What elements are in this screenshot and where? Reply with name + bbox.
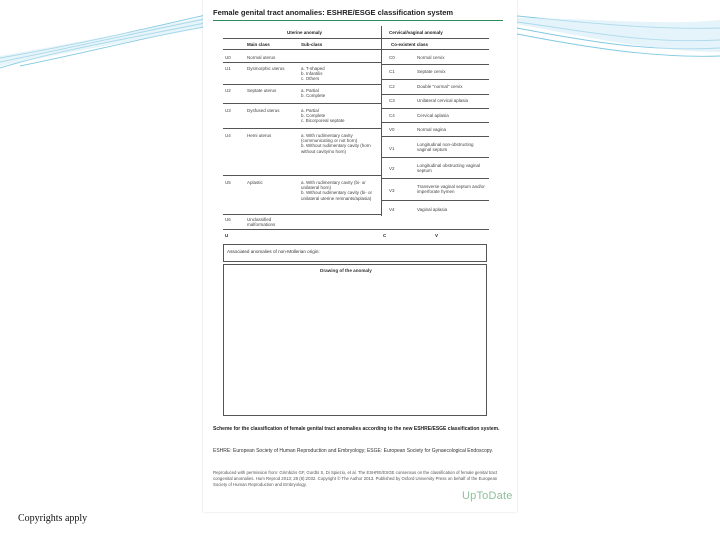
figure-caption: Scheme for the classification of female genital tract anomalies according to the new ESHRE/ESGE classification system. [213,426,500,432]
u4-code: U4 [225,133,231,138]
summary-c: C [383,233,387,238]
coexistent-class-header: Co-existent class [391,42,429,47]
u2-code: U2 [225,88,231,93]
cervical-anomaly-header: Cervical/vaginal anomaly [389,30,443,35]
document-page [203,0,517,512]
drawing-label: Drawing of the anomaly [320,268,372,273]
u4-main: Hemi uterus [247,133,272,138]
u0-code: U0 [225,55,231,60]
column-divider [381,26,382,216]
row-rule [223,62,381,63]
reproduction-credit: Reproduced with permission from: Grimbizis GF, Gordts S, Di Spiezio, et al. The ESHRE/ESGE consensus on the classification of female genital tract congenital anomalies. Hum Reprod 2013; 28 (8):2032. Copyright © The Author 2013. Published by Oxford University Press on behalf of the European Society of Human Reproduction and Embryology. [213,470,498,487]
v2-code: V2 [389,166,395,171]
v3-label: Transverse vaginal septum and/or imperforate hymen [417,184,485,195]
title-rule [213,20,503,21]
row-rule [381,79,489,80]
row-rule [381,64,489,65]
u5-sub: a. With rudimentary cavity (bi- or unilateral horn) b. Without rudimentary cavity (bi- or unilateral uterine remnants/aplasia) [301,180,373,201]
row-rule [223,103,381,104]
u1-main: Dysmorphic uterus [247,66,285,71]
u3-sub: a. Partial b. Complete c. Bicorporeal septate [301,108,345,124]
row-rule [381,94,489,95]
u1-code: U1 [225,66,231,71]
row-rule [381,200,489,201]
uterine-anomaly-header: Uterine anomaly [287,30,323,35]
c2-label: Double "normal" cervix [417,84,463,89]
u1-sub: a. T-shaped b. Infantilis c. Others [301,66,325,82]
table-rule [223,49,489,50]
u3-main: Dysfused uterus [247,108,280,113]
sub-class-header: Sub-class [301,42,323,47]
row-rule [223,175,381,176]
summary-v: V [435,233,439,238]
u2-main: Septate uterus [247,88,277,93]
drawing-box [223,264,487,416]
v3-code: V3 [389,188,395,193]
c3-code: C3 [389,98,395,103]
c0-code: C0 [389,55,395,60]
u2-sub: a. Partial b. Complete [301,88,326,99]
table-rule [223,229,489,230]
v1-label: Longitudinal non-obstructing vaginal septum [417,142,474,153]
copyright-notice: Copyrights apply [18,513,88,524]
u5-code: U5 [225,180,231,185]
abbreviation-note: ESHRE: European Society of Human Reproduction and Embryology; ESGE: European Society for Gynaecological Endoscopy. [213,448,494,454]
u3-code: U3 [225,108,231,113]
row-rule [223,128,381,129]
row-rule [381,157,489,158]
row-rule [381,108,489,109]
u0-main: Normal uterus [247,55,276,60]
c4-code: C4 [389,113,395,118]
c2-code: C2 [389,84,395,89]
c1-label: Septate cervix [417,69,446,74]
row-rule [381,178,489,179]
u6-code: U6 [225,217,231,222]
v1-code: V1 [389,146,395,151]
associated-anomalies-label: Associated anomalies of non-Müllerian origin: [227,249,320,254]
summary-u: U [225,233,229,238]
associated-anomalies-box [223,244,487,262]
v4-code: V4 [389,207,395,212]
uptodate-logo: UpToDate [462,490,513,502]
c0-label: Normal cervix [417,55,445,60]
c1-code: C1 [389,69,395,74]
document-title: Female genital tract anomalies: ESHRE/ESGE classification system [213,8,454,17]
v0-code: V0 [389,127,395,132]
u5-main: Aplastic [247,180,263,185]
u6-main: Unclassified malformations [247,217,276,228]
u4-sub: a. With rudimentary cavity (communicating or not horn) b. Without rudimentary cavity (horn without cavity/no horn) [301,133,371,154]
table-rule [223,38,489,39]
v2-label: Longitudinal obstructing vaginal septum [417,163,481,174]
c4-label: Cervical aplasia [417,113,449,118]
row-rule [381,122,489,123]
row-rule [381,136,489,137]
v0-label: Normal vagina [417,127,447,132]
v4-label: Vaginal aplasia [417,207,448,212]
main-class-header: Main class [247,42,270,47]
c3-label: Unilateral cervical aplasia [417,98,469,103]
row-rule [223,84,381,85]
row-rule [223,214,381,215]
